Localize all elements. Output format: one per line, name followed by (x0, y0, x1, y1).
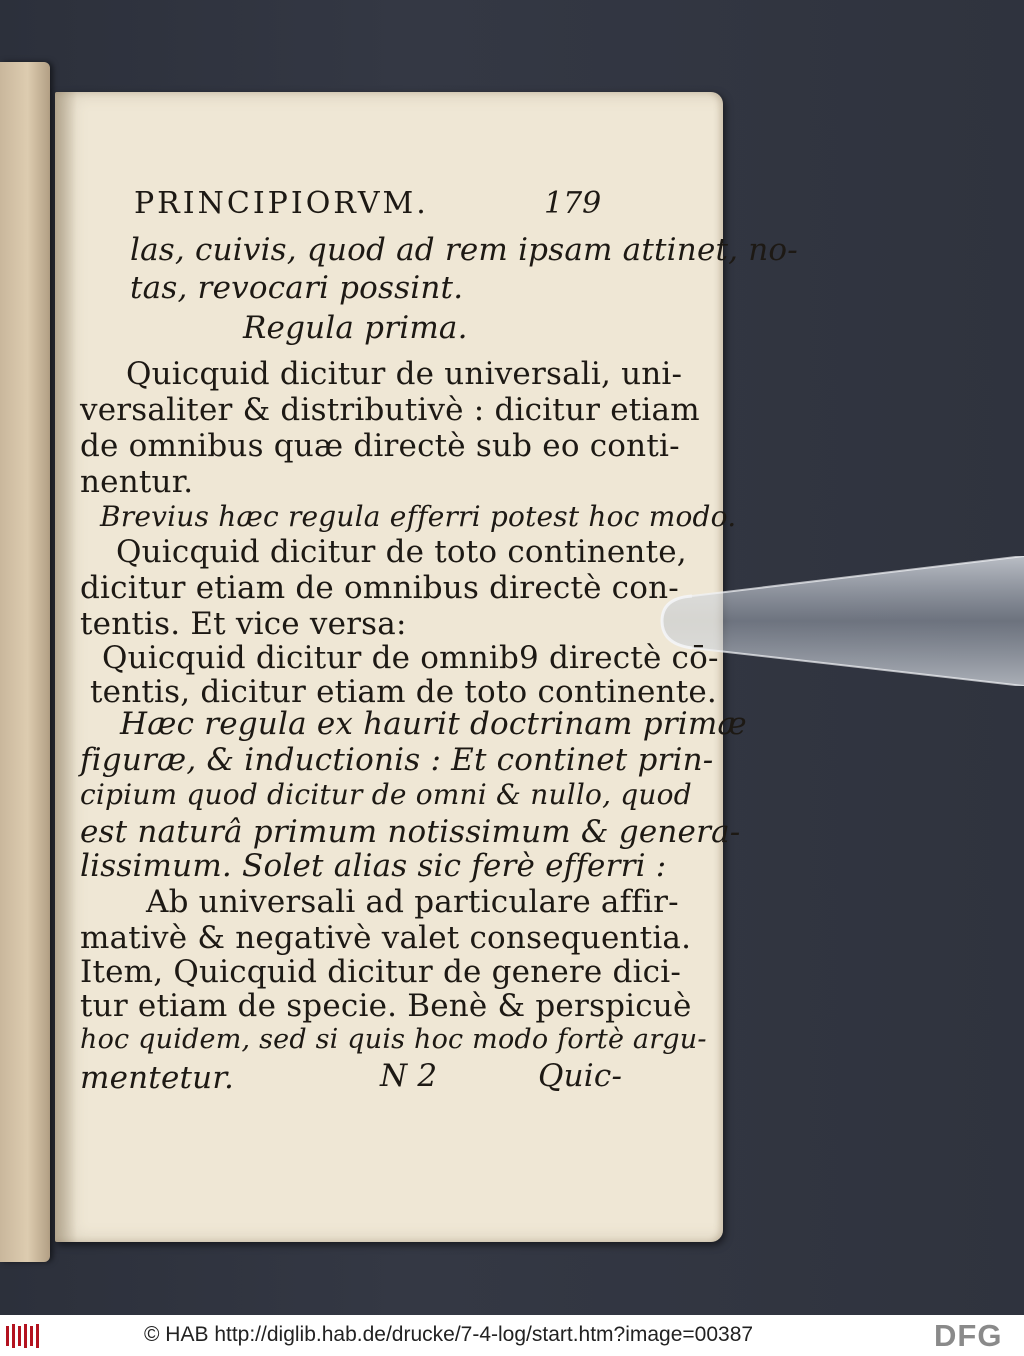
catchword: Quic- (538, 1058, 623, 1094)
text-line: est naturâ primum notissimum & genera- (80, 814, 741, 850)
text-line: las, cuivis, quod ad rem ipsam attinet, no- (130, 232, 798, 268)
text-line: tas, revocari possint. (130, 270, 464, 306)
text-line: tentis, dicitur etiam de toto continente. (90, 674, 717, 710)
text-line: Brevius hæc regula efferri potest hoc modo. (100, 500, 737, 533)
hab-logo-icon (4, 1322, 44, 1350)
text-line: lissimum. Solet alias sic ferè efferri : (80, 848, 667, 884)
text-line: versaliter & distributivè : dicitur etiam (80, 392, 700, 428)
text-line: de omnibus quæ directè sub eo conti- (80, 428, 680, 464)
text-line: Hæc regula ex haurit doctrinam primæ (120, 706, 747, 742)
footer-bar (0, 1315, 1024, 1356)
text-line: dicitur etiam de omnibus directè con- (80, 570, 679, 606)
section-heading: Regula prima. (243, 310, 468, 346)
text-line: tur etiam de specie. Benè & perspicuè (80, 988, 692, 1024)
copyright-link[interactable]: © HAB http://diglib.hab.de/drucke/7-4-log/start.htm?image=00387 (144, 1323, 754, 1346)
text-line: tentis. Et vice versa: (80, 606, 407, 642)
text-line: cipium quod dicitur de omni & nullo, quod (80, 778, 692, 811)
text-line: Quicquid dicitur de omnib9 directè cō- (102, 640, 719, 676)
running-header: PRINCIPIORVM. (134, 186, 429, 221)
text-line: nentur. (80, 464, 194, 500)
text-line: mativè & negativè valet consequentia. (80, 920, 692, 956)
text-line: Ab universali ad particulare affir- (146, 884, 679, 920)
text-line: mentetur. (80, 1060, 234, 1096)
page-number: 179 (544, 186, 602, 221)
page-text (60, 0, 798, 1200)
dfg-logo: DFG (934, 1318, 1003, 1353)
facing-page-edge (0, 62, 50, 1262)
text-line: figuræ, & inductionis : Et continet prin- (80, 742, 714, 778)
signature-mark: N 2 (380, 1058, 438, 1094)
text-line: Quicquid dicitur de universali, uni- (126, 356, 683, 392)
text-line: Item, Quicquid dicitur de genere dici- (80, 954, 682, 990)
text-line: Quicquid dicitur de toto continente, (116, 534, 687, 570)
text-line: hoc quidem, sed si quis hoc modo fortè argu- (80, 1024, 707, 1055)
